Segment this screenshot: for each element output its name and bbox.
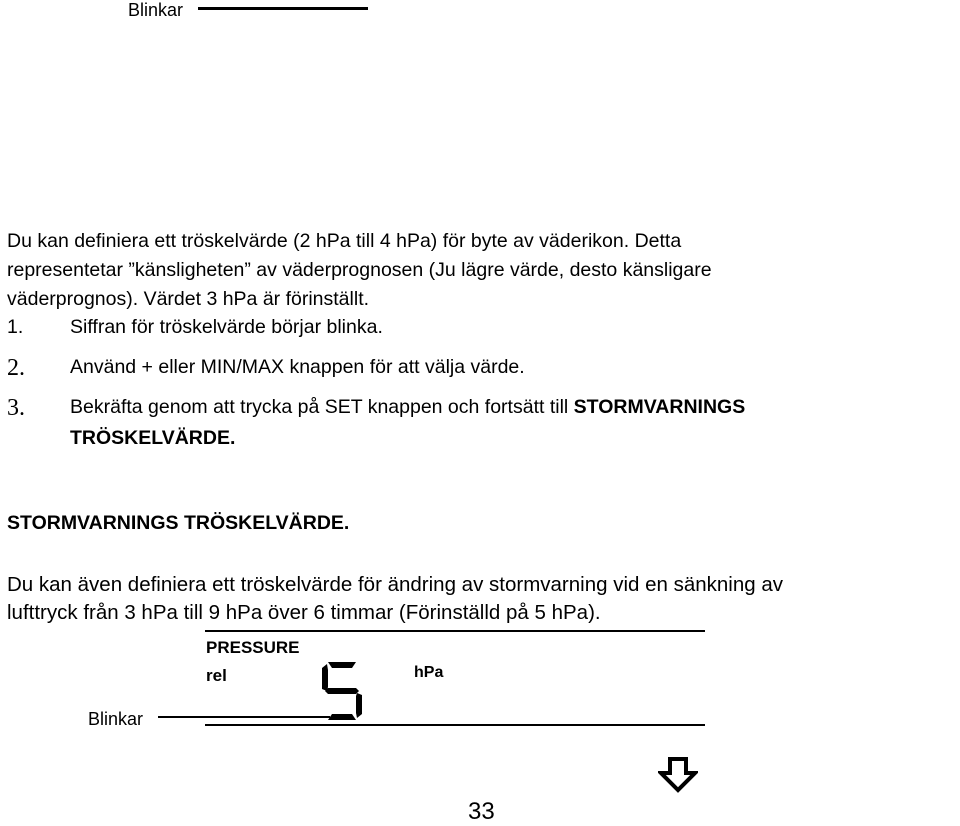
step-3-text	[70, 398, 745, 418]
step-1-text: Siffran för tröskelvärde börjar blinka.	[70, 316, 383, 338]
section-heading: STORMVARNINGS TRÖSKELVÄRDE.	[7, 512, 350, 534]
segment-d	[328, 714, 356, 720]
segment-f	[322, 664, 328, 691]
top-blink-leader-line	[198, 7, 368, 10]
top-blink-label: Blinkar	[128, 0, 184, 20]
display-blink-leader-line	[158, 716, 330, 718]
segment-g	[325, 688, 359, 694]
display-bottom-border	[205, 724, 705, 726]
step-2-number: 2.	[7, 355, 25, 381]
section-line-1: Du kan även definiera ett tröskelvärde för ändring av stormvarning vid en sänkning av	[7, 573, 784, 596]
step-2-text: Använd + eller MIN/MAX knappen för att välja värde.	[70, 356, 525, 378]
intro-line-3: väderprognos). Värdet 3 hPa är förinställt.	[7, 288, 370, 310]
down-arrow-icon	[658, 756, 698, 794]
step-1-number: 1.	[7, 316, 24, 338]
seven-segment-digit	[322, 662, 362, 720]
segment-c	[356, 693, 362, 718]
display-unit-label: hPa	[414, 664, 444, 681]
step-3-text-bold: STORMVARNINGS	[573, 396, 746, 418]
step-3-number: 3.	[7, 395, 25, 421]
segment-a	[328, 662, 356, 668]
display-blink-label: Blinkar	[88, 709, 144, 729]
page-number: 33	[468, 798, 495, 825]
intro-line-1: Du kan definiera ett tröskelvärde (2 hPa till 4 hPa) för byte av väderikon. Detta	[7, 230, 682, 252]
display-pressure-label: PRESSURE	[206, 638, 300, 657]
intro-line-2: representetar ”känsligheten” av väderprognosen (Ju lägre värde, desto känsligare	[7, 259, 712, 281]
step-3-text-plain: Bekräfta genom att trycka på SET knappen och fortsätt till	[70, 396, 574, 418]
display-rel-label: rel	[206, 666, 227, 685]
display-top-border	[205, 630, 705, 632]
section-line-2: lufttryck från 3 hPa till 9 hPa över 6 timmar (Förinställd på 5 hPa).	[7, 601, 601, 624]
step-3-text-line-2: TRÖSKELVÄRDE.	[70, 427, 236, 449]
